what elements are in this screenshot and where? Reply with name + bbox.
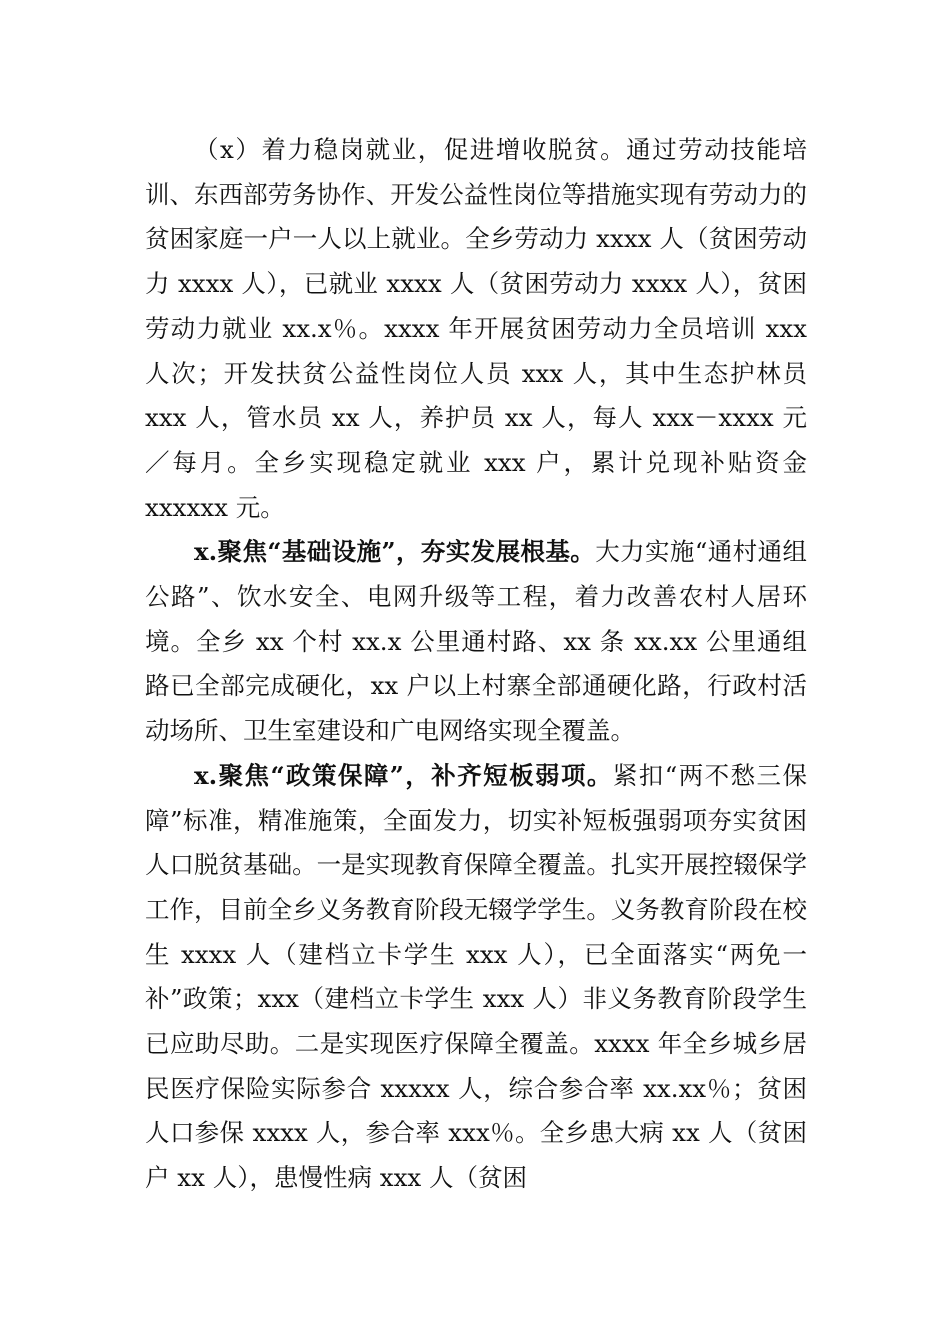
document-page	[145, 128, 807, 1201]
paragraph-heading: x.聚焦“基础设施”，夯实发展根基。	[194, 537, 596, 567]
paragraph-body: 紧扣“两不愁三保障”标准，精准施策，全面发力，切实补短板强弱项夯实贫困人口脱贫基础。一是实现教育保障全覆盖。扎实开展控辍保学工作，目前全乡义务教育阶段无辍学学生。义务教育阶段在校生 xxxx 人（建档立卡学生 xxx 人），已全面落实“两免一补”政策；xxx（建档立卡学生 xxx 人）非义务教育阶段学生已应助尽助。二是实现医疗保障全覆盖。xxxx 年全乡城乡居民医疗保险实际参合 xxxxx 人，综合参合率 xx.xx％；贫困人口参保 xxxx 人，参合率 xxx％。全乡患大病 xx 人（贫困户 xx 人），患慢性病 xxx 人（贫困	[145, 760, 807, 1193]
paragraph-policy	[145, 754, 807, 1201]
paragraph-employment	[145, 128, 807, 530]
paragraph-infrastructure	[145, 530, 807, 754]
paragraph-heading: x.聚焦“政策保障”，补齐短板弱项。	[194, 760, 613, 790]
paragraph-body: （x）着力稳岗就业，促进增收脱贫。通过劳动技能培训、东西部劳务协作、开发公益性岗位等措施实现有劳动力的贫困家庭一户一人以上就业。全乡劳动力 xxxx 人（贫困劳动力 xxxx 人），已就业 xxxx 人（贫困劳动力 xxxx 人），贫困劳动力就业 xx.x％。xxxx 年开展贫困劳动力全员培训 xxx 人次；开发扶贫公益性岗位人员 xxx 人，其中生态护林员 xxx 人，管水员 xx 人，养护员 xx 人，每人 xxx－xxxx 元／每月。全乡实现稳定就业 xxx 户，累计兑现补贴资金 xxxxxx 元。	[145, 135, 807, 522]
paragraph-body: 大力实施“通村通组公路”、饮水安全、电网升级等工程，着力改善农村人居环境。全乡 xx 个村 xx.x 公里通村路、xx 条 xx.xx 公里通组路已全部完成硬化，xx 户以上村寨全部通硬化路，行政村活动场所、卫生室建设和广电网络实现全覆盖。	[145, 537, 807, 746]
